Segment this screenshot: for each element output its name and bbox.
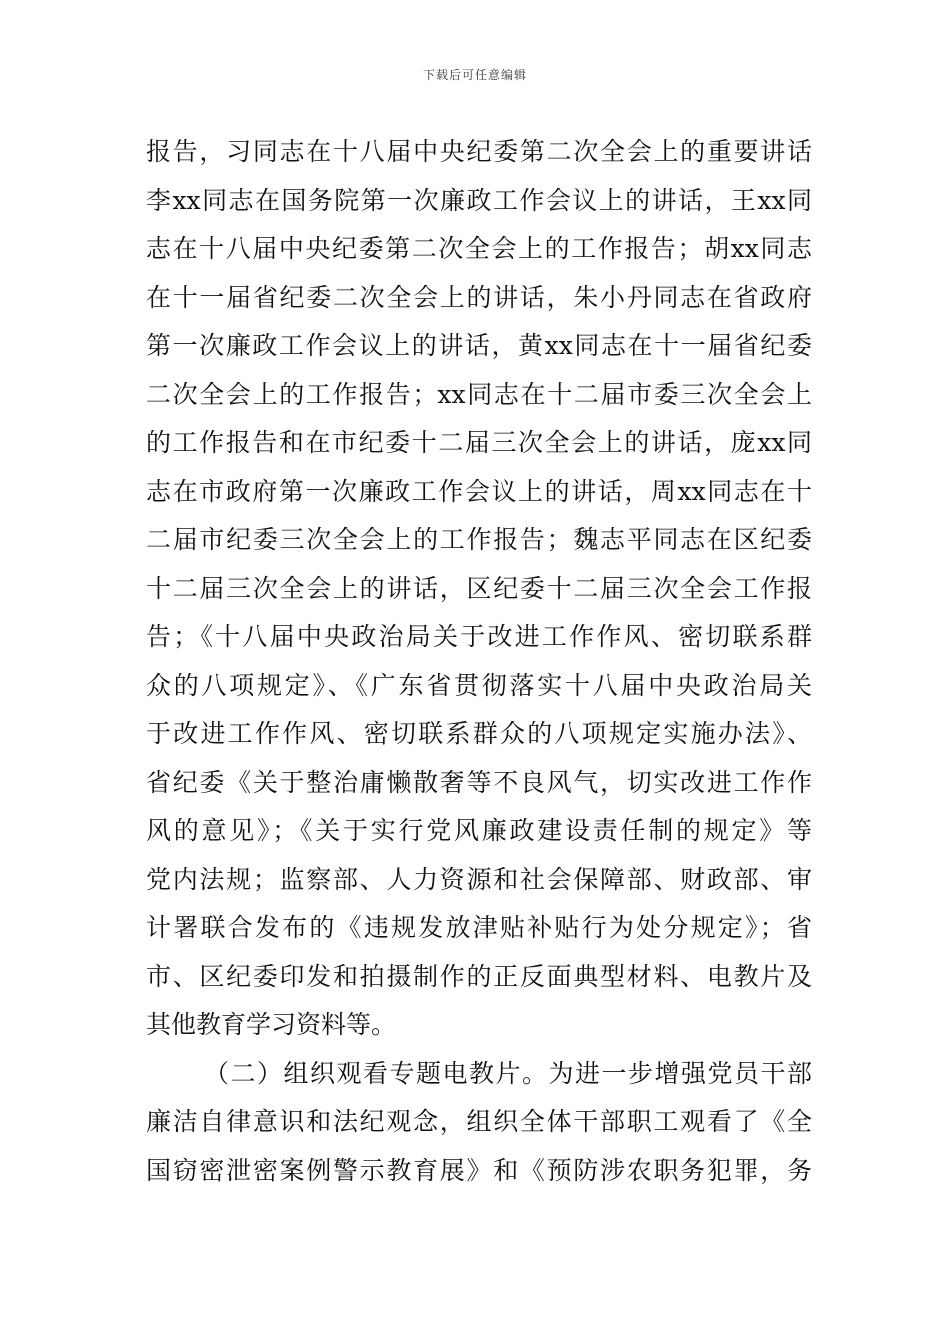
text-line: 二次全会上的工作报告；xx同志在十二届市委三次全会上 (146, 379, 812, 409)
text-line: 于改进工作作风、密切联系群众的八项规定实施办法》、 (146, 719, 812, 748)
section-heading-line: （二）组织观看专题电教片。为进一步增强党员干部 (204, 1058, 812, 1088)
text-line: 十二届三次全会上的讲话，区纪委十二届三次全会工作报 (146, 573, 812, 603)
text-line: 省纪委《关于整治庸懒散奢等不良风气，切实改进工作作 (146, 767, 812, 797)
text-line: 国窃密泄密案例警示教育展》和《预防涉农职务犯罪，务 (146, 1155, 812, 1185)
body-text (146, 128, 812, 1195)
text-line: 志在市政府第一次廉政工作会议上的讲话，周xx同志在十 (146, 476, 812, 506)
text-line: 计署联合发布的《违规发放津贴补贴行为处分规定》；省 (146, 913, 812, 942)
text-line: 众的八项规定》、《广东省贯彻落实十八届中央政治局关 (146, 670, 812, 700)
text-line: 廉洁自律意识和法纪观念，组织全体干部职工观看了《全 (146, 1107, 812, 1136)
text-line: 其他教育学习资料等。 (146, 1010, 397, 1039)
text-line: 党内法规；监察部、人力资源和社会保障部、财政部、审 (146, 864, 812, 894)
text-line: 志在十八届中央纪委第二次全会上的工作报告；胡xx同志 (146, 234, 812, 263)
text-line: 李xx同志在国务院第一次廉政工作会议上的讲话，王xx同 (146, 185, 812, 215)
text-line: 的工作报告和在市纪委十二届三次全会上的讲话，庞xx同 (146, 428, 812, 457)
text-line: 市、区纪委印发和拍摄制作的正反面典型材料、电教片及 (146, 961, 812, 991)
text-line: 风的意见》；《关于实行党风廉政建设责任制的规定》等 (146, 816, 812, 845)
header-note: 下载后可任意编辑 (422, 68, 527, 82)
text-line: 告；《十八届中央政治局关于改进工作作风、密切联系群 (146, 622, 812, 651)
text-line: 报告，习同志在十八届中央纪委第二次全会上的重要讲话 (146, 137, 812, 166)
text-line: 二届市纪委三次全会上的工作报告；魏志平同志在区纪委 (146, 525, 812, 554)
text-line: 在十一届省纪委二次全会上的讲话，朱小丹同志在省政府 (146, 282, 812, 312)
text-line: 第一次廉政工作会议上的讲话，黄xx同志在十一届省纪委 (146, 331, 812, 360)
